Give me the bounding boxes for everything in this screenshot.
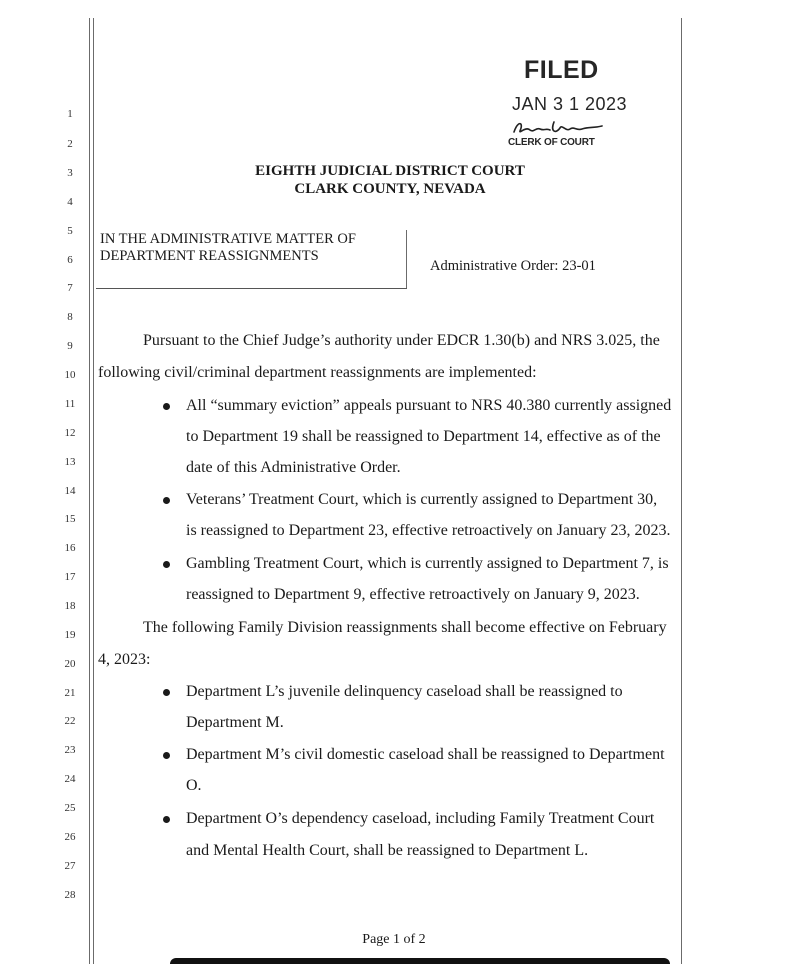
line-number: 13: [64, 456, 76, 468]
line-number: 19: [64, 629, 76, 641]
filed-date: JAN 3 1 2023: [512, 94, 628, 114]
bullet-6-line-2: and Mental Health Court, shall be reassigned to Department L.: [186, 842, 589, 859]
line-number: 15: [64, 513, 76, 525]
bullet-3-line-2: reassigned to Department 9, effective retroactively on January 9, 2023.: [186, 586, 640, 603]
clerk-signature: [510, 118, 606, 138]
court-county: CLARK COUNTY, NEVADA: [294, 181, 486, 197]
line-number: 12: [64, 427, 76, 439]
line-number: 16: [64, 542, 76, 554]
line-number: 8: [67, 311, 73, 323]
bullet-icon: [163, 689, 170, 696]
line-number: 4: [67, 196, 73, 208]
bullet-5-line-1: Department M’s civil domestic caseload shall be reassigned to Department: [186, 746, 665, 763]
bottom-toolbar-edge: [170, 958, 670, 964]
filed-stamp: FILED: [524, 56, 599, 84]
line-number: 23: [64, 744, 76, 756]
bullet-6-line-1: Department O’s dependency caseload, including Family Treatment Court: [186, 810, 655, 827]
clerk-of-court-label: CLERK OF COURT: [508, 137, 595, 148]
caption-divider-horizontal: [96, 288, 407, 289]
case-caption: [100, 231, 400, 265]
bullet-1-line-1: All “summary eviction” appeals pursuant to NRS 40.380 currently assigned: [186, 397, 672, 414]
line-number: 6: [67, 254, 73, 266]
line-number: 26: [64, 831, 76, 843]
paragraph-1-line-1: Pursuant to the Chief Judge’s authority under EDCR 1.30(b) and NRS 3.025, the: [143, 332, 660, 349]
bullet-4-line-1: Department L’s juvenile delinquency caseload shall be reassigned to: [186, 683, 623, 700]
line-number: 14: [64, 485, 76, 497]
line-number: 22: [64, 715, 76, 727]
right-margin-rule: [681, 18, 682, 964]
caption-line-1: IN THE ADMINISTRATIVE MATTER OF: [100, 231, 356, 247]
paragraph-1-line-2: following civil/criminal department reassignments are implemented:: [98, 364, 537, 381]
bullet-icon: [163, 561, 170, 568]
line-number: 3: [67, 167, 73, 179]
line-number: 10: [64, 369, 76, 381]
page-number: Page 1 of 2: [362, 932, 426, 947]
paragraph-2-line-2: 4, 2023:: [98, 651, 151, 668]
court-name: EIGHTH JUDICIAL DISTRICT COURT: [255, 163, 525, 179]
left-margin-rule-outer: [89, 18, 90, 964]
bullet-icon: [163, 816, 170, 823]
line-number: 9: [67, 340, 73, 352]
line-number: 20: [64, 658, 76, 670]
caption-divider-vertical: [406, 230, 407, 288]
bullet-1-line-3: date of this Administrative Order.: [186, 459, 401, 476]
line-number: 25: [64, 802, 76, 814]
line-number: 28: [64, 889, 76, 901]
line-number: 1: [67, 108, 73, 120]
line-number: 5: [67, 225, 73, 237]
line-number: 7: [67, 282, 73, 294]
bullet-1-line-2: to Department 19 shall be reassigned to Department 14, effective as of the: [186, 428, 661, 445]
bullet-2-line-1: Veterans’ Treatment Court, which is currently assigned to Department 30,: [186, 491, 658, 508]
line-number: 18: [64, 600, 76, 612]
line-number: 2: [67, 138, 73, 150]
left-margin-rule-inner: [93, 18, 94, 964]
line-number: 11: [64, 398, 76, 410]
line-number: 24: [64, 773, 76, 785]
administrative-order-number: Administrative Order: 23-01: [430, 258, 596, 274]
bullet-2-line-2: is reassigned to Department 23, effective retroactively on January 23, 2023.: [186, 522, 671, 539]
bullet-icon: [163, 752, 170, 759]
bullet-icon: [163, 403, 170, 410]
bullet-3-line-1: Gambling Treatment Court, which is currently assigned to Department 7, is: [186, 555, 669, 572]
line-number: 17: [64, 571, 76, 583]
line-number: 27: [64, 860, 76, 872]
line-number: 21: [64, 687, 76, 699]
bullet-5-line-2: O.: [186, 777, 202, 794]
bullet-icon: [163, 497, 170, 504]
bullet-4-line-2: Department M.: [186, 714, 284, 731]
paragraph-2-line-1: The following Family Division reassignments shall become effective on February: [143, 619, 667, 636]
caption-line-2: DEPARTMENT REASSIGNMENTS: [100, 248, 319, 264]
